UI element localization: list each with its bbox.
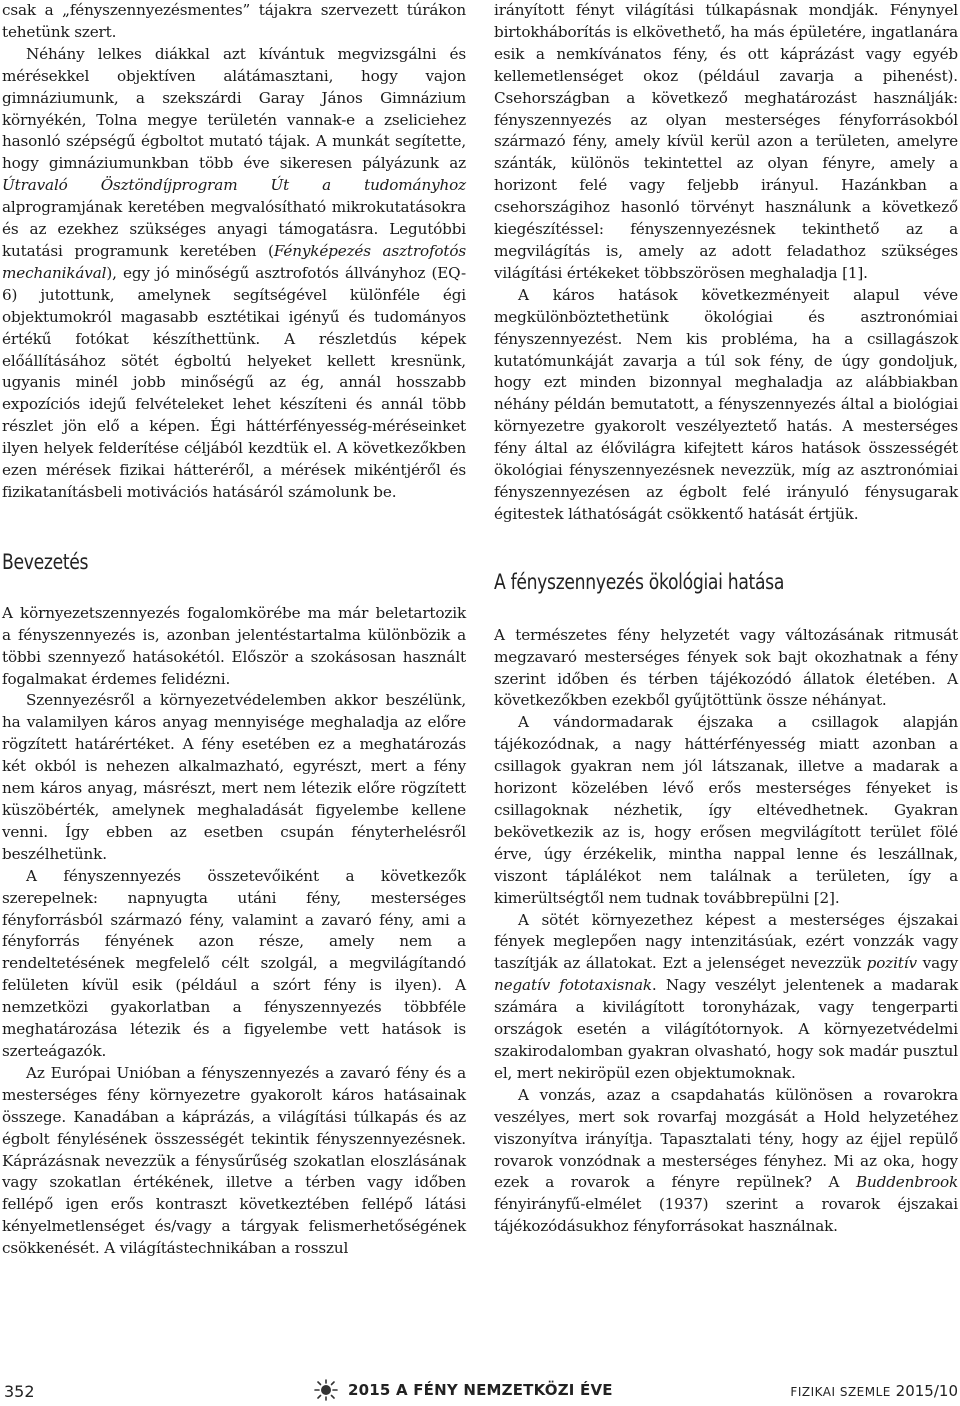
paragraph: A vonzás, azaz a csapdahatás különösen a rovarokra veszélyes, mert sok rovarfaj mozgását a Hold helyzetéhez viszonyítva irányítja. Tapasztalati tény, hogy az éjjel repülő rovarok vonzódnak a mesterséges fényhez. Mi az oka, hogy ezek a rovarok a fényre repülnek? A Buddenbrook fényirányfű-elmélet (1937) szerint a rovarok éjszakai tájékozódásukhoz fényforrásokat használnak. — [494, 1085, 958, 1236]
paragraph: Néhány lelkes diákkal azt kívántuk megvizsgálni és mérésekkel objektíven alátámasztani, hogy vajon gimnáziumunk, a szekszárdi Garay János Gimnázium környékén, Tolna megye területén vannak-e a zseliciehez hasonló szépségű égboltot mutató tájak. A munkát segítette, hogy gimnáziumunkban több éve sikeresen pályázunk az Útravaló Ösztöndíjprogram Út a tudományhoz alprogramjának keretében megvalósítható mikrokutatásokra és az ezekhez szükséges anyagi támogatásra. Legutóbbi kutatási programunk keretében (Fényképezés asztrofotós mechanikával), egy jó minőségű asztrofotós állványhoz (EQ-6) jutottunk, amelynek segítségével különféle égi objektumokról magasabb esztétikai igényű és tudományos értékű fotókat készíthettünk. A részletdús képek előállításához sötét égboltú helyeket kellett kresnünk, ugyanis minél jobb minőségű az ég, annál hosszabb expozíciós idejű felvételeket lehet készíteni és annál több részlet jön elő a képen. Égi háttérfényesség-méréseinket ilyen helyek felderítése céljából kezdtük el. A következőkben ezen mérések fizikai hátteréről, a mérések mikéntjéről és fizikatanításbeli motivációs hatásáról számolunk be. — [2, 44, 467, 501]
page-footer — [0, 1378, 960, 1404]
paragraph: Az Európai Unióban a fényszennyezés a zavaró fény és a mesterséges fény környezetre gyakorolt káros hatásainak összege. Kanadában a káprázás, a világítási túlkapás és az égbolt fénylésének összességét tekintik fényszennyezésnek. Káprázásnak nevezzük a fénysűrűség szokatlan eloszlásának vagy szokatlan értékének, illetve a térben vagy időben fellépő igen erős kontraszt következtében fellépő látási kényelmetlenséget és/vagy a tárgyak felismerhetőségének csökkenését. A világítástechnikában a rosszul — [2, 1063, 466, 1258]
paragraph: A természetes fény helyzetét vagy változásának ritmusát megzavaró mesterséges fények sok bajt okozhatnak a fény szerint időben és térben tájékozódó állatok életében. A következőkben ezekből gyűjtöttünk össze néhányat. — [494, 625, 958, 710]
paragraph: irányított fényt világítási túlkapásnak mondják. Fénynyel birtokháborítás is elkövethető, ha más épületére, ingatlanára esik a nemkívánatos fény, és ott káprázást vagy egyéb kellemetlenséget okoz (például zavarja a pihenést). Csehországban a következő meghatározást használják: fényszennyezés az olyan mesterséges fényforrásokból származó fény, amely kívül kerül azon a területen, amelyre szánták, különös tekintettel az olyan fényre, amely a horizont felé vagy feljebb irányul. Hazánkban a csehországihoz hasonló törvényt használunk a következő kiegészítéssel: fényszennyezésnek tekinthető az a megvilágítás is, amely az adott feladathoz szükséges világítási értékeket többszörösen meghaladja [1]. — [494, 1, 958, 282]
left-column — [2, 0, 466, 1260]
page-number: 352 — [4, 1382, 35, 1401]
section-heading: A fényszennyezés ökológiai hatása — [494, 569, 785, 594]
paragraph: A sötét környezethez képest a mesterséges éjszakai fények meglepően nagy intenzitásúak, ezért vonzzák vagy taszítják az állatokat. Ezt a jelenséget nevezzük pozitív vagy negatív fototaxisnak. Nagy veszélyt jelentenek a madarak számára a kivilágított toronyházak, vagy tengerparti országok esetén a világítótornyok. A környezetvédelmi szakirodalomban gyakran olvasható, hogy sok madár pusztul el, mert nekiröpül ezen objektumoknak. — [494, 910, 959, 1082]
paragraph: A fényszennyezés összetevőiként a következők szerepelnek: napnyugta utáni fény, mesterséges fényforrásból származó fény, valamint a zavaró fény, ami a fényforrás fényének azon része, amely nem a rendeltetésének megfelelő célt szolgál, a megvilágítandó felületen kívül esik (például a szórt fény is ilyen). A nemzetközi gyakorlatban a fényszennyezés többféle meghatározása létezik és a figyelembe vett hatások is szerteágazók. — [2, 866, 466, 1060]
paragraph: A környezetszennyezés fogalomkörébe ma már beletartozik a fényszennyezés is, azonban jelentéstartalma különbözik a többi szennyező hatásokétól. Először a szokásosan használt fogalmakat érdemes felidézni. — [2, 603, 466, 688]
paragraph: A káros hatások következményeit alapul véve megkülönböztethetünk ökológiai és asztronómiai fényszennyezést. Nem kis probléma, ha a csillagászok kutatómunkáját zavarja a túl sok fény, de úgy gondoljuk, hogy ezt minden bizonnyal meghaladja az alábbiakban néhány példán bemutatott, a fényszennyezés által a biológiai környezetre gyakorolt veszélyeztető hatás. A mesterséges fény által az élővilágra kifejtett káros hatások összességét ökológiai fényszennyezésnek nevezzük, míg az asztronómiai fényszennyezésen az égbolt felé irányuló fénysugarak égitestek láthatóságát csökkentő hatását értjük. — [494, 285, 958, 523]
journal-name: FIZIKAI SZEMLE — [790, 1385, 891, 1399]
footer-center — [312, 1379, 613, 1401]
paragraph: A vándormadarak éjszaka a csillagok alapján tájékozódnak, a nagy háttérfényesség miatt azonban a csillagok gyakran nem jól látszanak, illetve a madarak a horizont közelében lévő erős mesterséges fényeket is csillagoknak nézhetik, így eltévedhetnek. Gyakran bekövetkezik az is, hogy erősen megvilágított terület fölé érve, úgy érzékelik, mintha nappal lenne és leszállnak, viszont táplálékot nem találnak a területen, így a kimerültségtől nem tudnak továbbrepülni [2]. — [494, 713, 958, 907]
light-year-sun-logo-icon — [312, 1379, 340, 1401]
footer-year-title: 2015 A FÉNY NEMZETKÖZI ÉVE — [348, 1381, 613, 1399]
paragraph: csak a „fényszennyezésmentes” tájakra szervezett túrákon tehetünk szert. — [2, 1, 466, 41]
section-heading: Bevezetés — [2, 549, 89, 574]
paragraph: Szennyezésről a környezetvédelemben akkor beszélünk, ha valamilyen káros anyag mennyisége meghaladja az előre rögzített határértéket. A fény esetében ez a meghatározás két okból is nehezen alkalmazható, egyrészt, mert a fény nem káros anyag, másrészt, mert nem létezik előre rögzített küszöbérték, amelynek meghaladását figyelembe kellene venni. Így ebben az esetben csupán fényterhelésről beszélhetünk. — [2, 691, 466, 863]
journal-info — [790, 1382, 958, 1400]
right-column — [494, 0, 958, 1238]
issue-number: 2015/10 — [895, 1382, 958, 1400]
